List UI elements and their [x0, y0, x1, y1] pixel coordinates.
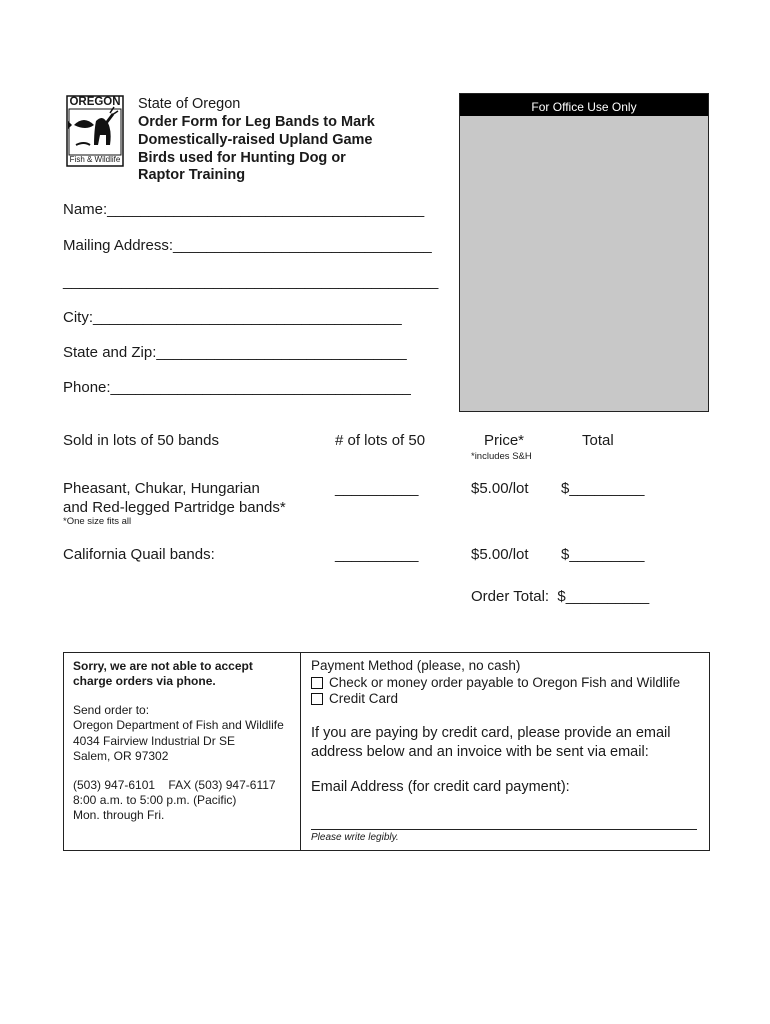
title-line-1: Order Form for Leg Bands to Mark — [138, 114, 375, 130]
row1-total-field[interactable]: $_________ — [561, 480, 645, 497]
state-zip-field[interactable]: State and Zip:______________________________ — [63, 344, 407, 361]
title-line-4: Raptor Training — [138, 167, 246, 183]
office-hours: 8:00 a.m. to 5:00 p.m. (Pacific) — [73, 793, 237, 807]
row1-note: *One size fits all — [63, 516, 132, 527]
address-line-3: Salem, OR 97302 — [73, 749, 169, 763]
logo-fw-text: Fish & Wildlife — [69, 155, 121, 164]
row2-total-field[interactable]: $_________ — [561, 546, 645, 563]
email-note-line-2: address below and an invoice with be sent via email: — [311, 744, 649, 760]
col-item-header: Sold in lots of 50 bands — [63, 432, 219, 449]
title-line-3: Birds used for Hunting Dog or — [138, 150, 346, 166]
price-note: *includes S&H — [471, 451, 532, 462]
row2-lots-field[interactable]: __________ — [335, 546, 419, 563]
office-use-box — [459, 93, 709, 412]
odfw-logo — [66, 95, 124, 167]
logo-oregon-text: OREGON — [69, 96, 121, 108]
city-field[interactable]: City:_____________________________________ — [63, 309, 402, 326]
row1-label-line-2: and Red-legged Partridge bands* — [63, 499, 286, 516]
title-line-2: Domestically-raised Upland Game — [138, 132, 373, 148]
check-checkbox[interactable] — [311, 677, 323, 689]
row1-price: $5.00/lot — [471, 480, 529, 497]
address-line-2: 4034 Fairview Industrial Dr SE — [73, 734, 236, 748]
col-total-header: Total — [582, 432, 614, 449]
col-lots-header: # of lots of 50 — [335, 432, 426, 449]
check-option[interactable] — [311, 675, 680, 690]
office-use-label: For Office Use Only — [460, 94, 708, 116]
email-input-line[interactable] — [311, 829, 697, 830]
mailing-address-line-2[interactable]: _____________________________________________ — [63, 273, 439, 290]
sorry-line-1: Sorry, we are not able to accept — [73, 659, 253, 673]
row2-label: California Quail bands: — [63, 546, 215, 563]
send-to-label: Send order to: — [73, 703, 150, 717]
name-field[interactable]: Name:______________________________________ — [63, 201, 425, 218]
sorry-line-2: charge orders via phone. — [73, 674, 216, 688]
row2-price: $5.00/lot — [471, 546, 529, 563]
write-legibly-note: Please write legibly. — [311, 832, 399, 843]
state-name: State of Oregon — [138, 96, 241, 112]
credit-card-option-label: Credit Card — [329, 691, 399, 706]
office-days: Mon. through Fri. — [73, 808, 165, 822]
row1-lots-field[interactable]: __________ — [335, 480, 419, 497]
address-line-1: Oregon Department of Fish and Wildlife — [73, 718, 284, 732]
phone-field[interactable]: Phone:____________________________________ — [63, 379, 411, 396]
payment-method-label: Payment Method (please, no cash) — [311, 658, 521, 673]
email-note-line-1: If you are paying by credit card, please provide an email — [311, 725, 671, 741]
mailing-address-field[interactable]: Mailing Address:_______________________________ — [63, 237, 432, 254]
panel-divider — [300, 652, 301, 851]
email-label: Email Address (for credit card payment): — [311, 779, 570, 795]
credit-card-checkbox[interactable] — [311, 693, 323, 705]
phone-fax: (503) 947-6101 FAX (503) 947-6117 — [73, 778, 276, 792]
row1-label-line-1: Pheasant, Chukar, Hungarian — [63, 480, 260, 497]
order-total-field[interactable]: Order Total: $__________ — [471, 588, 650, 605]
col-price-header: Price* — [484, 432, 525, 449]
credit-card-option[interactable] — [311, 691, 398, 706]
check-option-label: Check or money order payable to Oregon Fish and Wildlife — [329, 675, 681, 690]
